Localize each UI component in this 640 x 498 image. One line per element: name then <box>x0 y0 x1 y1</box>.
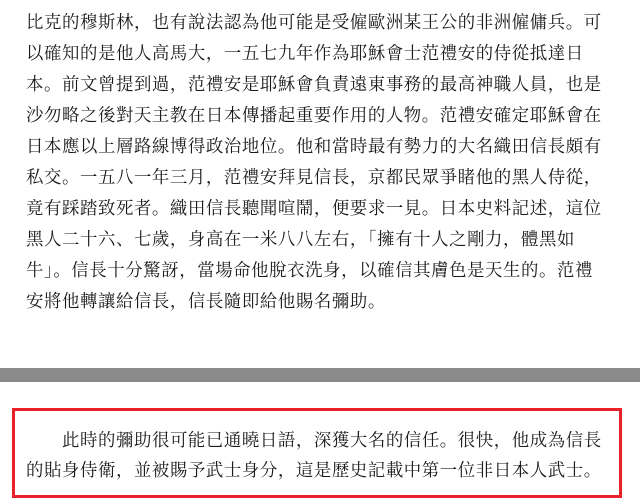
text-line: 以確知的是他人高馬大，一五七九年作為耶穌會士范禮安的侍從抵達日 <box>26 44 584 64</box>
text-line: 比克的穆斯林，也有說法認為他可能是受僱歐洲某王公的非洲僱傭兵。可 <box>26 13 602 33</box>
text-line: 本。前文曾提到過，范禮安是耶穌會負責遠東事務的最高神職人員，也是 <box>26 75 602 95</box>
text-line: 沙勿略之後對天主教在日本傳播起重要作用的人物。范禮安確定耶穌會在 <box>26 106 602 126</box>
text-line: 黑人二十六、七歲，身高在一米八八左右，「擁有十人之剛力，體黑如 <box>26 230 576 250</box>
text-line: 牛」。信長十分驚訝，當場命他脫衣洗身，以確信其膚色是天生的。范禮 <box>26 261 594 281</box>
text-line: 此時的彌助很可能已通曉日語，深獲大名的信任。很快，他成為信長 <box>62 431 602 451</box>
highlight-box <box>12 408 622 498</box>
text-line: 安將他轉讓給信長，信長隨即給他賜名彌助。 <box>26 292 386 312</box>
paragraph-1 <box>26 8 618 318</box>
text-line: 的貼身侍衛，並被賜予武士身分，這是歷史記載中第一位非日本人武士。 <box>26 461 602 481</box>
text-line: 日本應以上層路線博得政治地位。他和當時最有勢力的大名織田信長頗有 <box>26 137 602 157</box>
page-separator <box>0 368 640 382</box>
text-line: 私交。一五八一年三月，范禮安拜見信長，京都民眾爭睹他的黑人侍從， <box>26 168 602 188</box>
text-line: 竟有踩踏致死者。織田信長聽聞喧鬧，便要求一見。日本史料記述，這位 <box>26 199 602 219</box>
